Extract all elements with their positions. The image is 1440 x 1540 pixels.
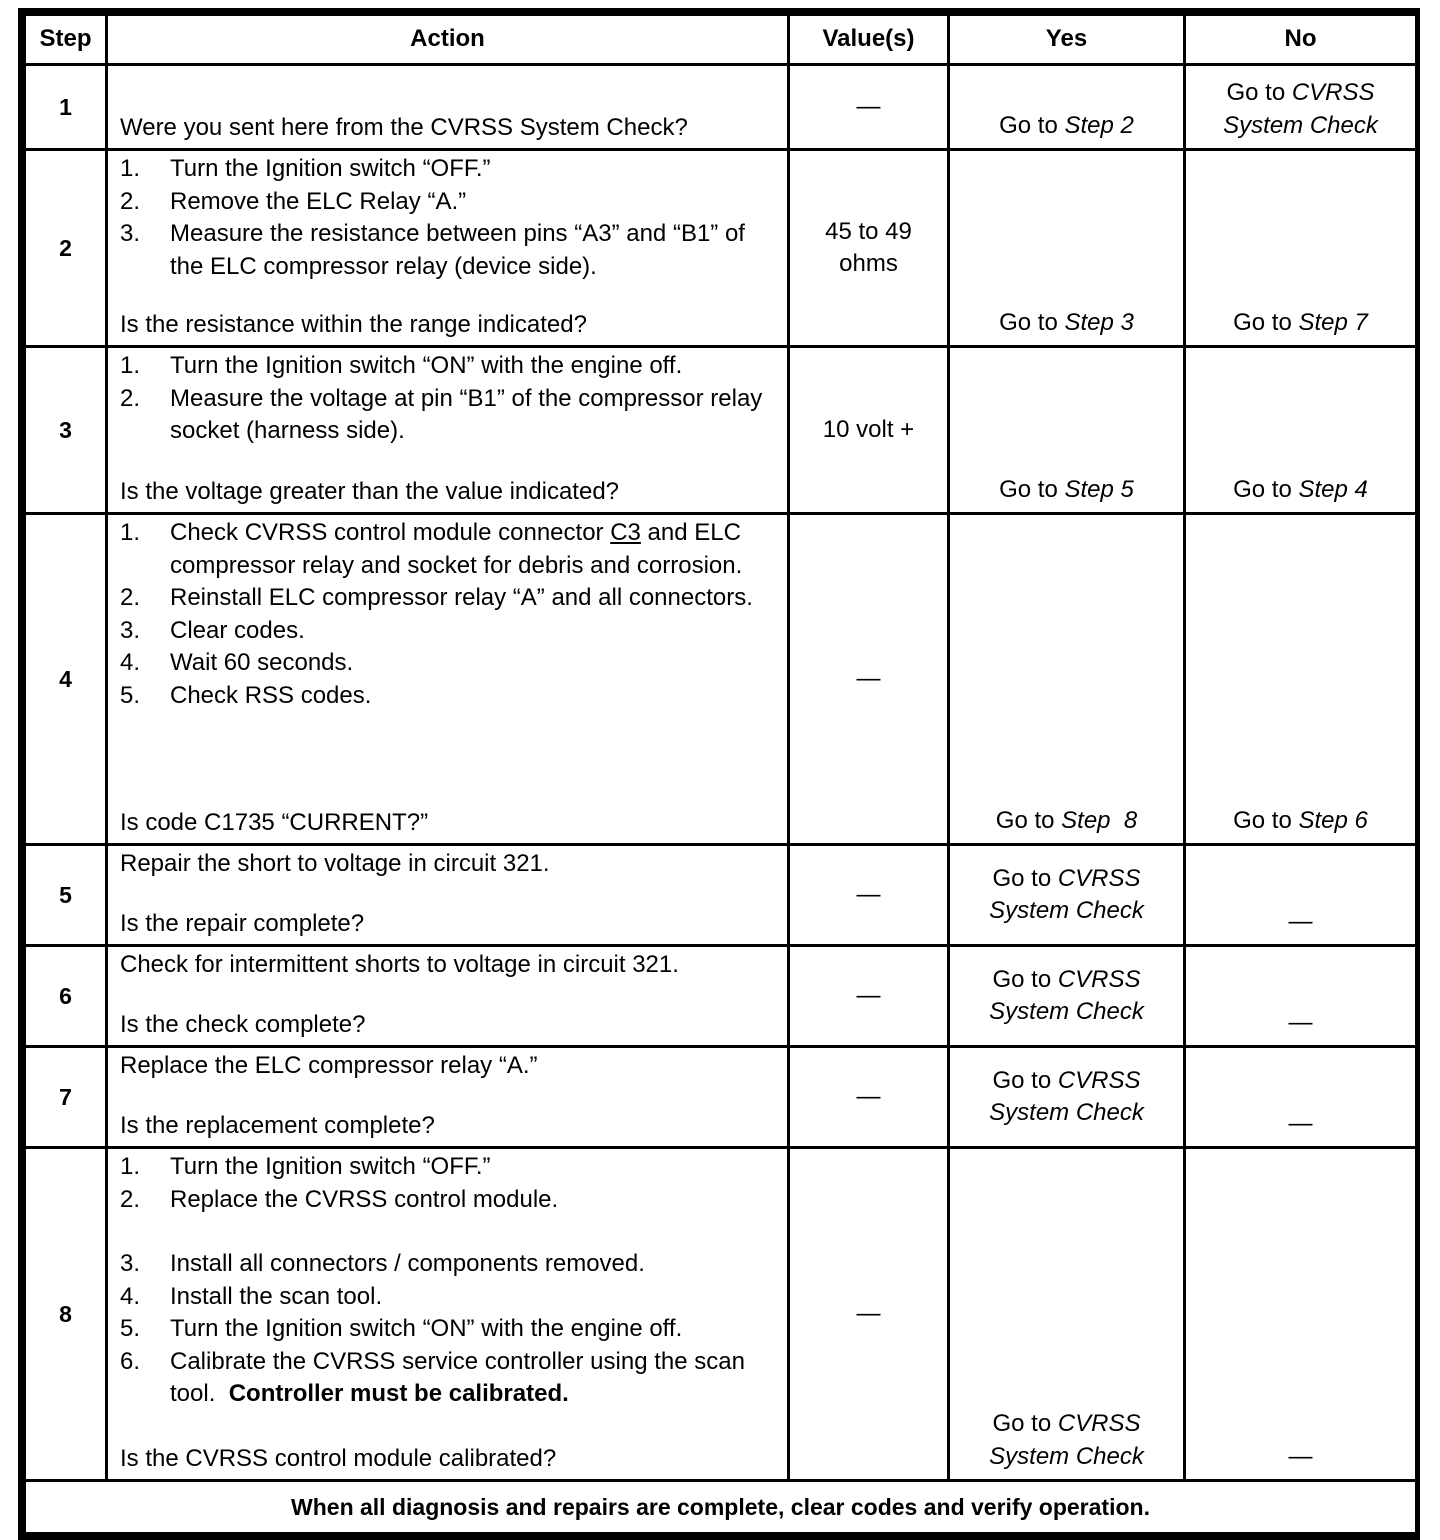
action-cell <box>107 845 789 946</box>
action-step: 4. Install the scan tool. <box>120 1282 383 1310</box>
step-number: 3 <box>25 347 107 514</box>
value-text: 45 to 49 ohms <box>825 217 912 277</box>
question-text: Is the resistance within the range indicated? <box>120 310 587 338</box>
connector-id: C3 <box>610 519 641 546</box>
question-text: Is the repair complete? <box>120 909 365 937</box>
step-number: 5 <box>25 845 107 946</box>
action-text: Replace the ELC compressor relay “A.” <box>120 1052 538 1079</box>
step-number: 4 <box>25 514 107 845</box>
question-text: Is the check complete? <box>120 1010 366 1038</box>
yes-cell: Go to CVRSS System Check <box>949 1148 1185 1481</box>
action-cell <box>107 347 789 514</box>
value-text: — <box>856 1299 881 1327</box>
spacer <box>120 1216 779 1248</box>
yes-cell: Go to CVRSS System Check <box>949 845 1185 946</box>
action-cell <box>107 514 789 845</box>
action-step: 1. Check CVRSS control module connector C3 and ELC compressor relay and socket for debris and corrosion. <box>120 519 743 579</box>
no-text: — <box>1288 1008 1313 1036</box>
action-text: Repair the short to voltage in circuit 321. <box>120 850 550 877</box>
table-row <box>25 1148 1417 1481</box>
value-cell <box>789 347 949 514</box>
table-row <box>25 150 1417 347</box>
action-steps <box>120 517 779 712</box>
step-number: 2 <box>25 150 107 347</box>
value-cell <box>789 514 949 845</box>
no-cell <box>1185 1148 1417 1481</box>
footer-note: When all diagnosis and repairs are complete, clear codes and verify operation. <box>25 1481 1417 1534</box>
table-row <box>25 946 1417 1047</box>
action-step: 3. Install all connectors / components removed. <box>120 1250 645 1277</box>
no-cell: Go to Step 7 <box>1185 150 1417 347</box>
question-text: Were you sent here from the CVRSS System Check? <box>120 113 688 141</box>
no-cell: Go to Step 4 <box>1185 347 1417 514</box>
table-row <box>25 65 1417 150</box>
action-step: 2. Reinstall ELC compressor relay “A” and all connectors. <box>120 584 753 611</box>
action-step: 3. Clear codes. <box>120 616 305 644</box>
action-steps <box>120 153 779 283</box>
no-cell: Go to Step 6 <box>1185 514 1417 845</box>
step-number: 8 <box>25 1148 107 1481</box>
header-no: No <box>1185 15 1417 65</box>
yes-cell: Go to CVRSS System Check <box>949 946 1185 1047</box>
action-cell <box>107 1047 789 1148</box>
value-cell <box>789 1047 949 1148</box>
value-text: — <box>856 92 881 120</box>
value-cell <box>789 150 949 347</box>
action-step: 2. Measure the voltage at pin “B1” of the compressor relay socket (harness side). <box>120 384 763 444</box>
action-steps <box>120 350 779 448</box>
no-reference: Step 4 <box>1298 475 1368 503</box>
yes-reference: Step 5 <box>1064 475 1134 503</box>
yes-cell: Go to CVRSS System Check <box>949 1047 1185 1148</box>
action-cell <box>107 150 789 347</box>
no-text: — <box>1288 1109 1313 1137</box>
yes-reference: CVRSS <box>1057 1066 1141 1094</box>
yes-cell: Go to Step 5 <box>949 347 1185 514</box>
yes-reference: CVRSS <box>1057 965 1141 993</box>
table-row <box>25 1047 1417 1148</box>
yes-cell <box>949 65 1185 150</box>
value-text: — <box>856 1082 881 1110</box>
no-text: — <box>1288 907 1313 935</box>
step-number: 7 <box>25 1047 107 1148</box>
yes-reference: CVRSS <box>1057 864 1141 892</box>
no-reference: CVRSS System Check <box>1223 79 1378 139</box>
action-step: 5. Turn the Ignition switch “ON” with the engine off. <box>120 1315 683 1342</box>
no-reference: Step 6 <box>1298 806 1368 834</box>
yes-reference: CVRSS <box>1057 1410 1141 1437</box>
action-step: 1. Turn the Ignition switch “ON” with the engine off. <box>120 352 683 379</box>
yes-reference: Step 2 <box>1064 111 1134 139</box>
action-step: 4. Wait 60 seconds. <box>120 649 354 676</box>
question-text: Is the voltage greater than the value indicated? <box>120 477 620 505</box>
no-prefix: Go to <box>1226 79 1286 106</box>
no-cell <box>1185 1047 1417 1148</box>
table-row <box>25 347 1417 514</box>
action-cell <box>107 65 789 150</box>
header-step: Step <box>25 15 107 65</box>
action-step: 6. Calibrate the CVRSS service controller using the scan tool. Controller must be calibrated. <box>120 1347 752 1407</box>
no-cell <box>1185 65 1417 150</box>
diagnostic-table <box>23 13 1418 1535</box>
value-cell <box>789 1148 949 1481</box>
header-values: Value(s) <box>789 15 949 65</box>
action-step: 2. Replace the CVRSS control module. <box>120 1185 559 1213</box>
no-cell <box>1185 845 1417 946</box>
header-row <box>25 15 1417 65</box>
value-text: — <box>856 664 881 692</box>
no-cell <box>1185 946 1417 1047</box>
no-reference: Step 7 <box>1298 308 1368 336</box>
table-row <box>25 514 1417 845</box>
action-text: Check for intermittent shorts to voltage in circuit 321. <box>120 951 679 978</box>
question-text: Is the replacement complete? <box>120 1111 435 1139</box>
yes-cell: Go to Step 3 <box>949 150 1185 347</box>
value-text: 10 volt + <box>822 415 915 443</box>
value-text: — <box>856 981 881 1009</box>
question-text: Is code C1735 “CURRENT?” <box>120 808 429 836</box>
no-text: — <box>1288 1442 1313 1470</box>
step-number: 1 <box>25 65 107 150</box>
header-yes: Yes <box>949 15 1185 65</box>
yes-prefix: Go to <box>999 111 1058 139</box>
yes-reference: Step 8 <box>1061 806 1138 834</box>
value-text: — <box>856 880 881 908</box>
action-step: 1. Turn the Ignition switch “OFF.” <box>120 155 491 182</box>
question-text: Is the CVRSS control module calibrated? <box>120 1444 557 1472</box>
footer-row <box>25 1481 1417 1534</box>
action-step: 5. Check RSS codes. <box>120 681 372 709</box>
action-step: 1. Turn the Ignition switch “OFF.” <box>120 1153 491 1180</box>
table-row <box>25 845 1417 946</box>
diagnostic-table-sheet <box>18 8 1420 1540</box>
value-cell <box>789 845 949 946</box>
step-number: 6 <box>25 946 107 1047</box>
action-steps <box>120 1151 779 1411</box>
yes-cell: Go to Step 8 <box>949 514 1185 845</box>
action-cell <box>107 946 789 1047</box>
action-cell <box>107 1148 789 1481</box>
value-cell <box>789 946 949 1047</box>
calibration-warning: Controller must be calibrated. <box>228 1380 569 1407</box>
value-cell <box>789 65 949 150</box>
action-step: 3. Measure the resistance between pins “A3” and “B1” of the ELC compressor relay (device side). <box>120 220 745 280</box>
header-action: Action <box>107 15 789 65</box>
yes-reference: Step 3 <box>1064 308 1134 336</box>
action-step: 2. Remove the ELC Relay “A.” <box>120 187 467 215</box>
